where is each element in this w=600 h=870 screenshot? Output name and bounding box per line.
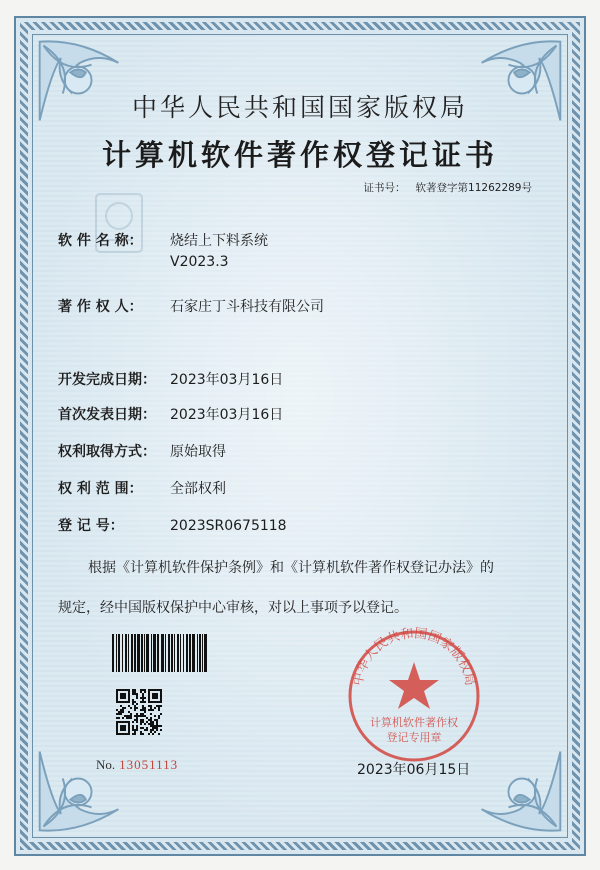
pub-date-value: 2023年03月16日 bbox=[170, 407, 284, 423]
svg-text:登记专用章: 登记专用章 bbox=[386, 731, 442, 744]
issue-date: 2023年06月15日 bbox=[357, 762, 471, 778]
qr-code-icon bbox=[116, 689, 162, 735]
software-name-label: 软 件 名 称： bbox=[58, 233, 143, 249]
software-name-value: 烧结上下料系统 bbox=[170, 233, 268, 249]
official-seal-stamp bbox=[344, 626, 484, 766]
svg-text:中华人民共和国国家版权局: 中华人民共和国国家版权局 bbox=[350, 626, 478, 688]
serial-number bbox=[96, 757, 178, 773]
scope-value: 全部权利 bbox=[170, 481, 226, 497]
certificate-number-label: 证书号： bbox=[363, 182, 406, 194]
owner-label: 著 作 权 人： bbox=[58, 299, 143, 315]
scope-label: 权 利 范 围： bbox=[58, 481, 143, 497]
software-version-value: V2023.3 bbox=[170, 254, 229, 270]
serial-label: No. bbox=[96, 757, 116, 772]
statement-line-1: 根据《计算机软件保护条例》和《计算机软件著作权登记办法》的 bbox=[88, 560, 494, 576]
field-registration bbox=[58, 515, 287, 535]
owner-value: 石家庄丁斗科技有限公司 bbox=[170, 299, 324, 315]
authority-title: 中华人民共和国国家版权局 bbox=[131, 93, 468, 122]
statement-text bbox=[58, 548, 528, 628]
field-owner bbox=[58, 296, 324, 316]
serial-value: 13051113 bbox=[119, 757, 179, 772]
registration-value: 2023SR0675118 bbox=[170, 518, 287, 534]
dev-date-value: 2023年03月16日 bbox=[170, 372, 284, 388]
certificate-number-value: 软著登字第11262289号 bbox=[415, 182, 532, 194]
barcode-icon bbox=[110, 634, 210, 672]
dev-date-label: 开发完成日期： bbox=[58, 372, 156, 388]
field-scope bbox=[58, 478, 226, 498]
field-software-name bbox=[58, 230, 268, 270]
svg-text:计算机软件著作权: 计算机软件著作权 bbox=[370, 716, 458, 729]
certificate-title: 计算机软件著作权登记证书 bbox=[101, 138, 498, 172]
certificate-number bbox=[364, 180, 532, 195]
registration-label: 登 记 号： bbox=[58, 518, 124, 534]
field-pub-date bbox=[58, 404, 283, 424]
pub-date-label: 首次发表日期： bbox=[58, 407, 156, 423]
acquire-value: 原始取得 bbox=[170, 444, 226, 460]
field-acquire bbox=[58, 441, 226, 461]
field-dev-date bbox=[58, 369, 283, 389]
corner-ornament-icon bbox=[472, 742, 568, 838]
acquire-label: 权利取得方式： bbox=[58, 444, 156, 460]
statement-line-2: 规定，经中国版权保护中心审核，对以上事项予以登记。 bbox=[58, 600, 408, 616]
